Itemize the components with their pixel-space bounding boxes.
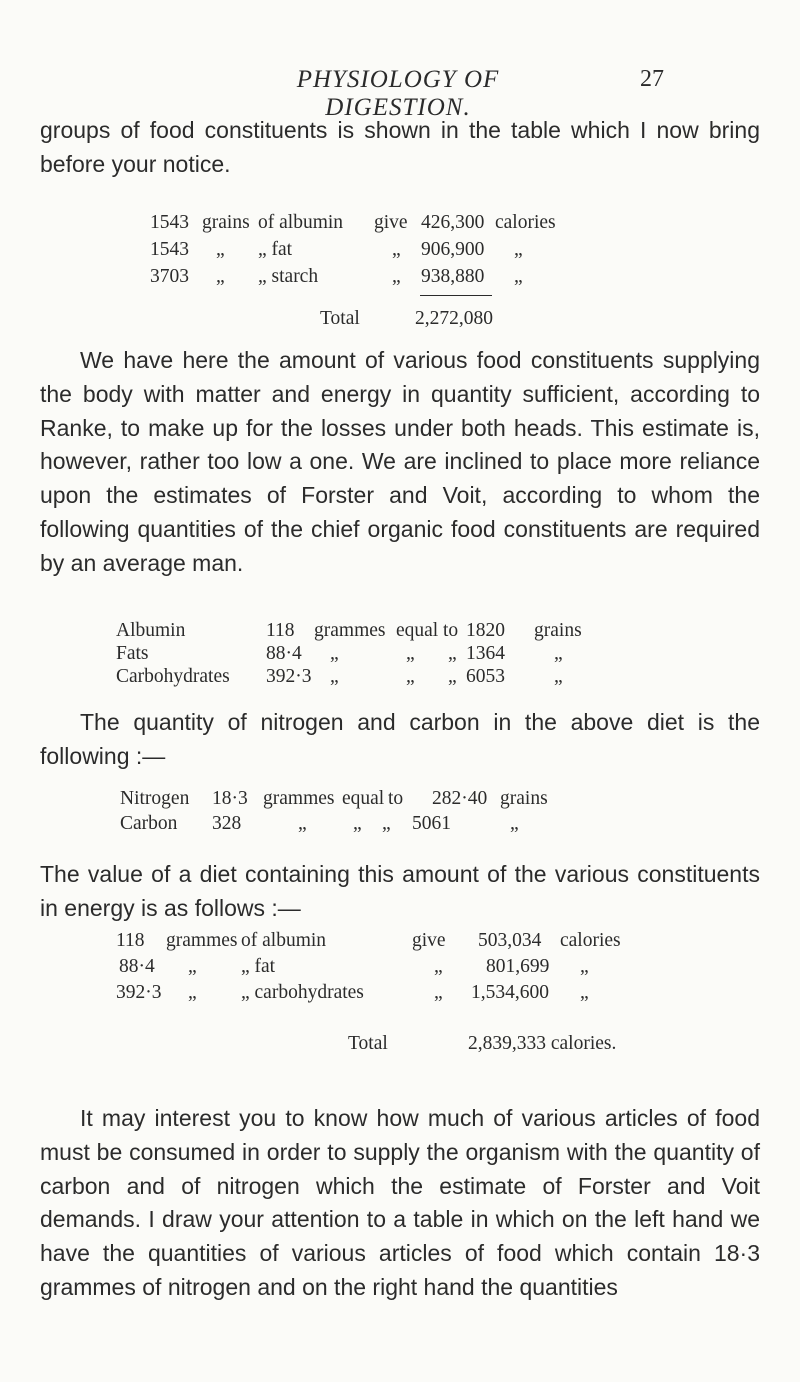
nitrogen-carbon-table (120, 788, 620, 844)
verb: „ (434, 982, 443, 1003)
value: 938,880 (421, 266, 485, 287)
quantity: 88·4 (266, 643, 302, 664)
to: to (388, 788, 404, 809)
verb: „ (392, 266, 401, 287)
calorie-table-ranke (150, 212, 570, 342)
value-unit: calories (560, 930, 621, 951)
value: 503,034 (478, 930, 542, 951)
unit: „ (216, 239, 225, 260)
constituent: „ carbohydrates (241, 982, 364, 1003)
to: „ (448, 643, 457, 664)
constituent: „ fat (258, 239, 293, 260)
requirement-table (116, 620, 616, 700)
paragraph-4: The value of a diet containing this amount of the various constituents in energy is as follows :— (40, 861, 760, 921)
unit: „ (330, 643, 339, 664)
paragraph-1: groups of food constituents is shown in the table which I now bring before your notice. (40, 117, 760, 177)
paragraph-2: We have here the amount of various food constituents supplying the body with matter and energy in quantity sufficient, according to Ranke, to make up for the losses under both heads. This estimate is, however, rather too low a one. We are inclined to place more reliance upon the estimates of Forster and Voit, according to whom the following quantities of the chief organic food constituents are required by an average man. (40, 347, 760, 576)
value-unit: „ (580, 956, 589, 977)
grains-value: 5061 (412, 813, 451, 834)
unit: „ (188, 982, 197, 1003)
page-number: 27 (640, 66, 664, 92)
value: 426,300 (421, 212, 485, 233)
verb: give (374, 212, 408, 233)
grains-unit: „ (510, 813, 519, 834)
unit: grammes (263, 788, 335, 809)
element: Nitrogen (120, 788, 190, 809)
verb: give (412, 930, 446, 951)
value-unit: „ (514, 266, 523, 287)
running-title: PHYSIOLOGY OF DIGESTION. (296, 66, 500, 121)
total-label: Total (320, 308, 360, 329)
grains-unit: „ (554, 643, 563, 664)
constituent: Fats (116, 643, 149, 664)
grains-value: 282·40 (432, 788, 488, 809)
page-header (0, 66, 800, 121)
value: 801,699 (486, 956, 550, 977)
value-unit: „ (514, 239, 523, 260)
constituent: „ fat (241, 956, 276, 977)
equal: „ (406, 643, 415, 664)
unit: „ (330, 666, 339, 687)
unit: „ (188, 956, 197, 977)
element: Carbon (120, 813, 178, 834)
quantity: 392·3 (266, 666, 312, 687)
constituent: of albumin (241, 930, 327, 951)
grains-unit: grains (500, 788, 548, 809)
equal: „ (406, 666, 415, 687)
quantity: 392·3 (116, 982, 162, 1003)
equal: equal (396, 620, 439, 641)
equal: „ (353, 813, 362, 834)
paragraph-5: It may interest you to know how much of various articles of food must be consumed in order to supply the organism with the quantity of carbon and of nitrogen which the estimate of Forster and Voit demands. I draw your attention to a table in which on the left hand we have the quantities of various articles of food which contain 18·3 grammes of nitrogen and on the right hand the quantities (40, 1105, 760, 1300)
constituent: „ starch (258, 266, 319, 287)
quantity: 118 (266, 620, 295, 641)
sum-rule (420, 295, 492, 296)
unit: grammes (314, 620, 386, 641)
quantity: 328 (212, 813, 242, 834)
total-value: 2,272,080 (415, 308, 493, 329)
constituent: of albumin (258, 212, 344, 233)
value: 1,534,600 (471, 982, 549, 1003)
to: to (443, 620, 459, 641)
grains-unit: „ (554, 666, 563, 687)
value: 906,900 (421, 239, 485, 260)
unit: „ (216, 266, 225, 287)
value-unit: „ (580, 982, 589, 1003)
grains-value: 1364 (466, 643, 505, 664)
grains-value: 1820 (466, 620, 505, 641)
verb: „ (434, 956, 443, 977)
constituent: Carbohydrates (116, 666, 230, 687)
quantity: 1543 (150, 212, 189, 233)
equal: equal (342, 788, 385, 809)
constituent: Albumin (116, 620, 186, 641)
diet-energy-table (116, 930, 636, 1060)
to: „ (382, 813, 391, 834)
total-value: 2,839,333 calories. (468, 1033, 617, 1054)
quantity: 3703 (150, 266, 189, 287)
unit: grains (202, 212, 250, 233)
verb: „ (392, 239, 401, 260)
unit: grammes (166, 930, 238, 951)
quantity: 18·3 (212, 788, 248, 809)
grains-value: 6053 (466, 666, 505, 687)
paragraph-3: The quantity of nitrogen and carbon in the above diet is the following :— (40, 709, 760, 769)
quantity: 1543 (150, 239, 189, 260)
quantity: 88·4 (119, 956, 155, 977)
total-label: Total (348, 1033, 388, 1054)
quantity: 118 (116, 930, 145, 951)
to: „ (448, 666, 457, 687)
unit: „ (298, 813, 307, 834)
grains-unit: grains (534, 620, 582, 641)
value-unit: calories (495, 212, 556, 233)
